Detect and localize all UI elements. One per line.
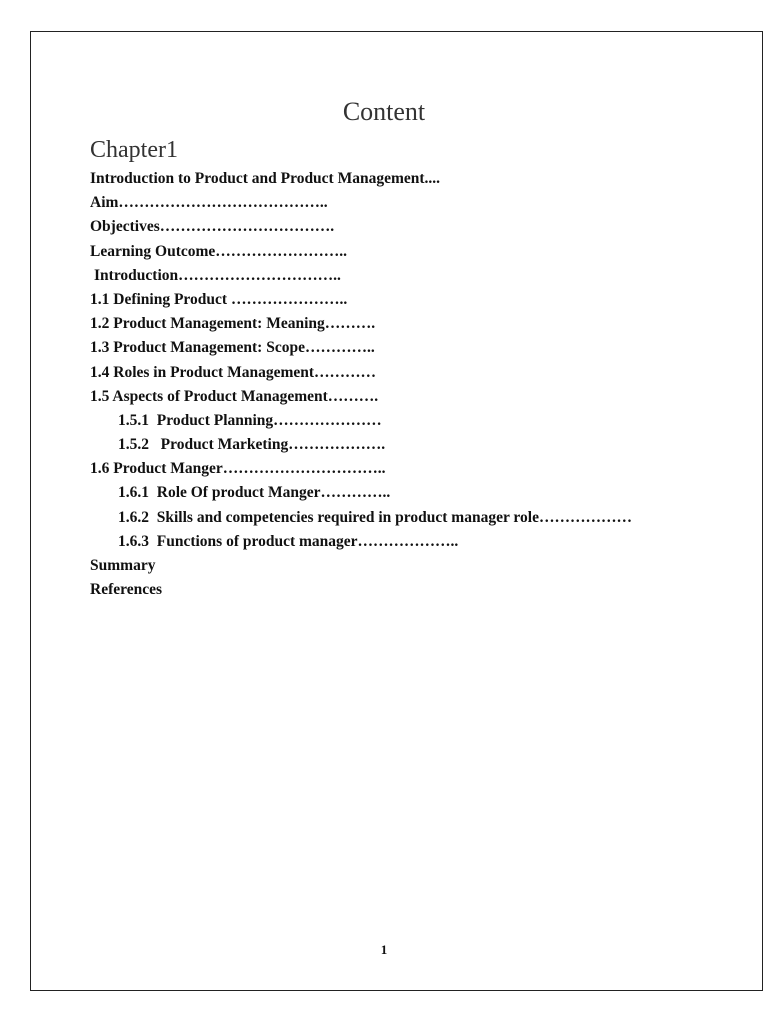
toc-entry-1-2: 1.2 Product Management: Meaning………. <box>90 315 376 333</box>
toc-entry-introduction-to-product: Introduction to Product and Product Management.... <box>90 170 441 187</box>
toc-entry-objectives: Objectives……………………………. <box>90 218 335 236</box>
toc-entry-aim: Aim………………………………….. <box>90 194 328 212</box>
toc-entry-1-5: 1.5 Aspects of Product Management………. <box>90 387 379 405</box>
page-number: 1 <box>380 942 388 957</box>
chapter-heading: Chapter1 <box>90 137 178 163</box>
toc-entry-learning-outcome: Learning Outcome…………………….. <box>90 242 348 260</box>
toc-entry-1-6: 1.6 Product Manger………………………….. <box>90 460 386 478</box>
toc-entry-1-6-2: 1.6.2 Skills and competencies required in product manager role……………… <box>118 508 632 526</box>
toc-entry-references: References <box>90 581 163 599</box>
toc-entry-1-5-1: 1.5.1 Product Planning………………… <box>118 411 382 429</box>
toc-entry-1-1: 1.1 Defining Product ………………….. <box>90 290 348 308</box>
toc-entry-1-3: 1.3 Product Management: Scope………….. <box>90 339 375 357</box>
toc-entry-introduction: Introduction………………………….. <box>94 266 341 284</box>
toc-entry-summary: Summary <box>90 557 156 574</box>
toc-entry-1-5-2: 1.5.2 Product Marketing………………. <box>118 436 386 454</box>
table-of-contents <box>90 167 632 602</box>
page-title: Content <box>342 97 426 126</box>
toc-entry-1-4: 1.4 Roles in Product Management………… <box>90 363 377 381</box>
toc-entry-1-6-3: 1.6.3 Functions of product manager……………….. <box>118 532 459 550</box>
toc-entry-1-6-1: 1.6.1 Role Of product Manger………….. <box>118 484 391 502</box>
